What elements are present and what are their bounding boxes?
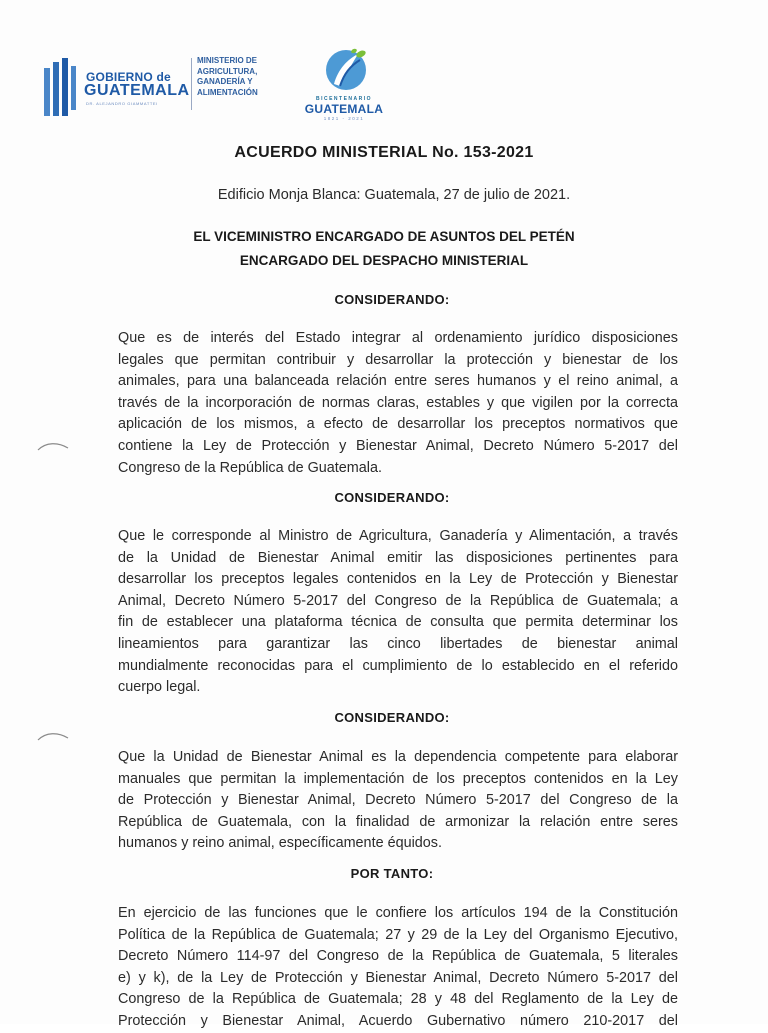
section-heading: CONSIDERANDO: [334,710,450,725]
paragraph-line: República de Guatemala, con la finalidad de armonizar la relación entre seres [118,813,678,830]
paragraph-line: humanos y reino animal, específicamente équidos. [118,835,442,852]
paragraph-line: de la Unidad de Bienestar Animal emitir las disposiciones pertinentes para [118,549,678,566]
paragraph-line: manuales que permitan la implementación de los preceptos contenidos en la Ley [118,770,678,787]
paragraph-line: En ejercicio de las funciones que le confiere los artículos 194 de la Constitución [118,905,678,921]
section-paragraph [118,328,678,479]
paragraph-line: contiene la Ley de Protección y Bienestar Animal, Decreto Número 5-2017 del [118,437,678,454]
paragraph-line: Congreso de la República de Guatemala. [118,459,382,476]
paragraph-line: de Protección y Bienestar Animal, Decreto Número 5-2017 del Congreso de la [118,792,678,809]
paragraph-line: Que le corresponde al Ministro de Agricultura, Ganadería y Alimentación, a través [118,528,678,544]
section-heading: CONSIDERANDO: [334,292,450,307]
official-line: EL VICEMINISTRO ENCARGADO DE ASUNTOS DEL PETÉN [193,229,575,244]
paragraph-line: mundialmente reconocidas para el cumplimiento de lo establecido en el referido [118,657,678,674]
bicentenario-logo [288,44,400,128]
bicentenario-years: 1821 - 2021 [323,116,365,121]
paragraph-line: e) y k), de la Ley de Protección y Bienestar Animal, Decreto Número 5-2017 del [118,969,678,986]
paragraph-line: fin de establecer una plataforma técnica de consulta que permita determinar los [118,614,678,631]
paragraph-line: desarrollar los preceptos legales contenidos en la Ley de Protección y Bienestar [118,571,678,588]
paragraph-line: lineamientos para garantizar las cinco libertades de bienestar animal [118,635,678,652]
section-paragraph [118,903,678,1033]
ministerio-line: MINISTERIO DE [197,56,258,65]
ministerio-line: ALIMENTACIÓN [197,87,258,97]
ministerio-name [197,56,297,98]
paragraph-line: Que es de interés del Estado integrar al ordenamiento jurídico disposiciones [118,330,678,346]
bicentenario-label: BICENTENARIO [315,96,373,102]
section-paragraph [118,747,678,855]
official-line: ENCARGADO DEL DESPACHO MINISTERIAL [239,253,529,268]
paragraph-line: cuerpo legal. [118,679,201,696]
paragraph-line: Protección y Bienestar Animal, Acuerdo Gubernativo número 210-2017 del [118,1012,678,1029]
flag-stripes-icon [42,58,78,118]
paragraph-line: Congreso de la República de Guatemala; 28 y 48 del Reglamento de la Ley de [118,991,678,1008]
quetzal-feather-icon [288,44,400,94]
ministerio-line: AGRICULTURA, [197,66,258,76]
paragraph-line: Animal, Decreto Número 5-2017 del Congreso de la República de Guatemala; a [118,592,678,609]
paragraph-line: Decreto Número 114-97 del Congreso de la República de Guatemala, 5 literales [118,948,678,965]
gobierno-line2: GUATEMALA [84,82,190,99]
paragraph-line: animales, para una balanceada relación entre seres humanos y el reino animal, a [118,373,678,390]
section-heading: POR TANTO: [350,866,434,881]
paragraph-line: Que la Unidad de Bienestar Animal es la dependencia competente para elaborar [118,749,678,765]
punch-hole-mark-icon [36,440,70,452]
paragraph-line: aplicación de los mismos, a efecto de desarrollar los preceptos normativos que [118,416,678,433]
ministerio-line: GANADERÍA Y [197,77,253,86]
document-title: ACUERDO MINISTERIAL No. 153-2021 [234,144,534,161]
section-heading: CONSIDERANDO: [334,490,450,505]
logo-divider [191,58,192,110]
gobierno-line1: GOBIERNO de [86,70,171,84]
paragraph-line: legales que permitan contribuir y desarrollar la protección y bienestar de los [118,351,678,368]
gobierno-tagline: DR. ALEJANDRO GIAMMATTEI [86,101,158,106]
section-paragraph [118,526,678,699]
paragraph-line: través de la incorporación de normas claras, estables y que vigilen por la correcta [118,394,678,411]
place-date: Edificio Monja Blanca: Guatemala, 27 de julio de 2021. [217,187,571,203]
punch-hole-mark-icon [36,730,70,742]
official-title [0,225,768,273]
bicentenario-title: GUATEMALA [304,102,384,116]
gobierno-logo [42,58,192,118]
paragraph-line: Política de la República de Guatemala; 27 y 29 de la Ley del Organismo Ejecutivo, [118,926,678,943]
